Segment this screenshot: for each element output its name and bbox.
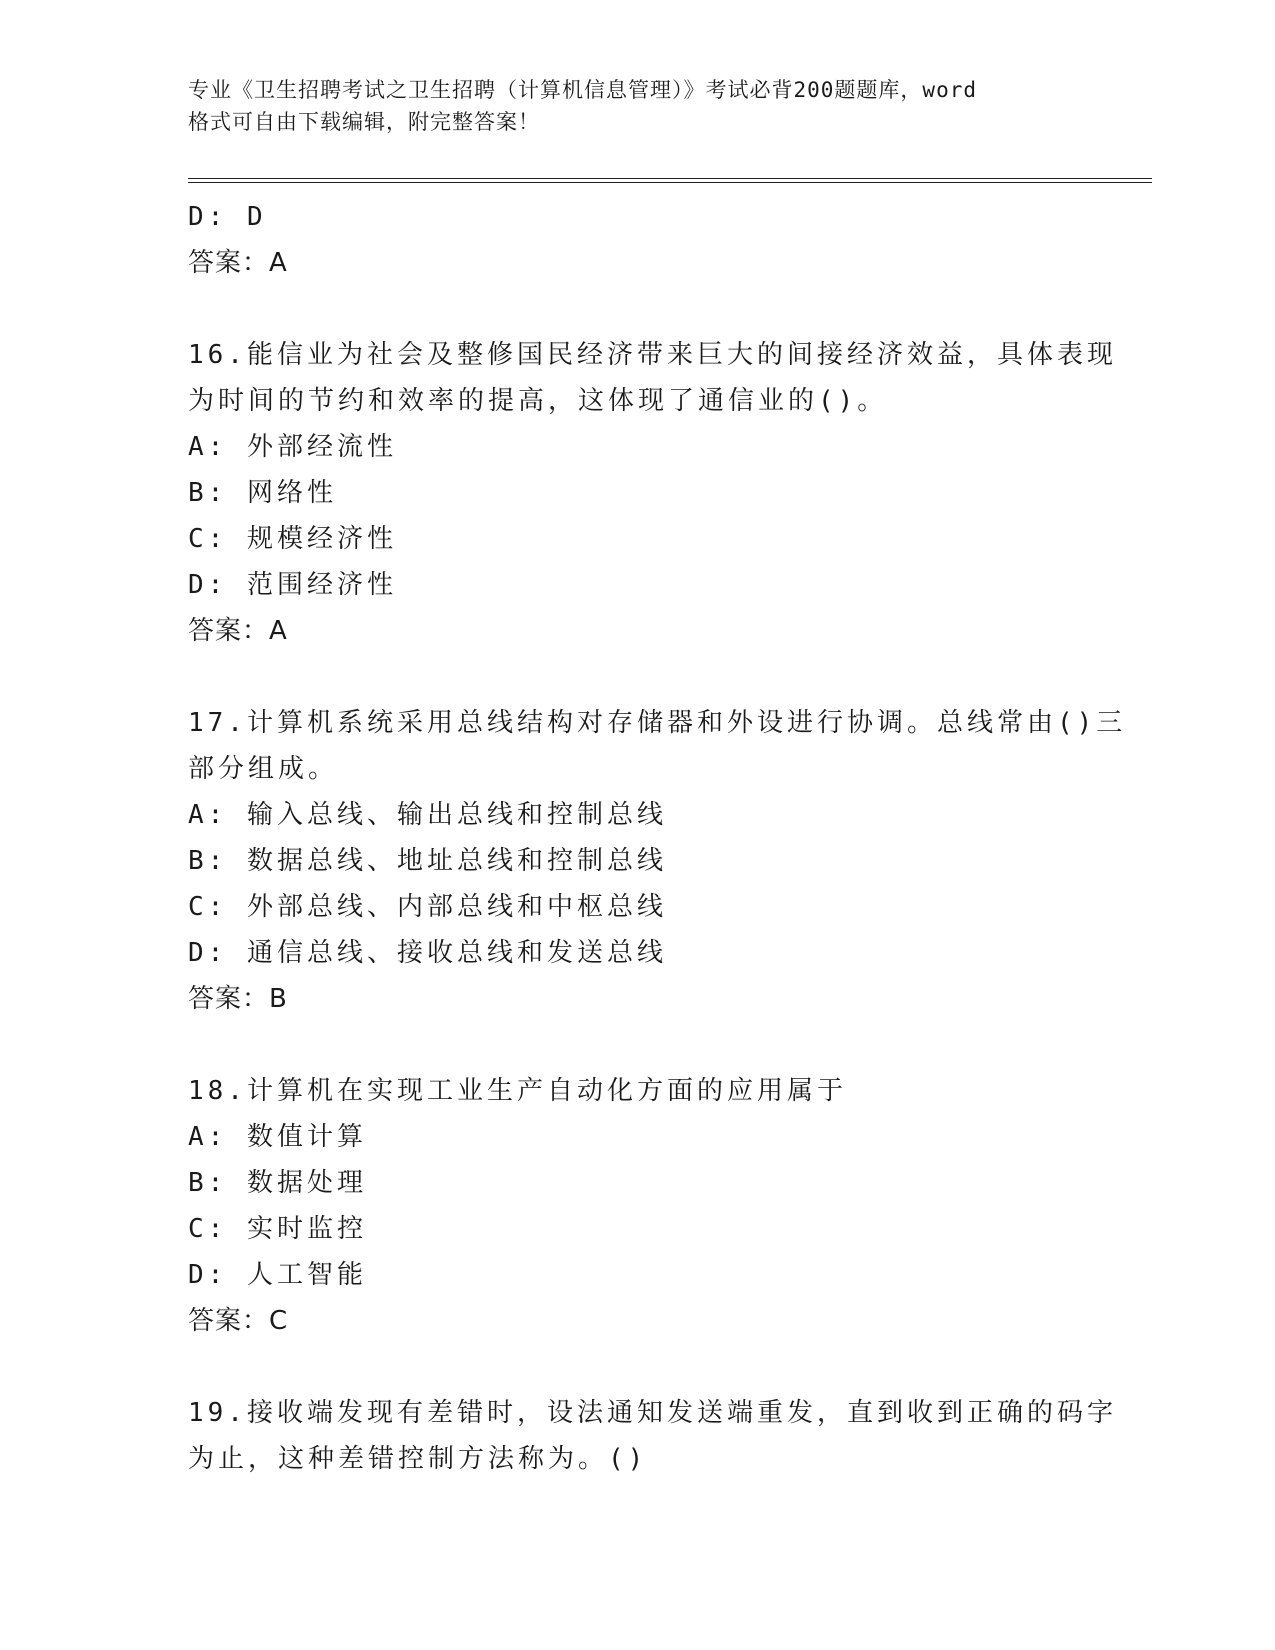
question-stem-line-1: 16.能信业为社会及整修国民经济带来巨大的间接经济效益，具体表现 — [188, 340, 1117, 370]
header-title-line-2: 格式可自由下载编辑，附完整答案！ — [188, 110, 540, 134]
previous-question-tail — [188, 194, 1088, 286]
option-c: C: 规模经济性 — [188, 524, 397, 554]
option-c: C: 实时监控 — [188, 1214, 367, 1244]
question-stem-line-1: 17.计算机系统采用总线结构对存储器和外设进行协调。总线常由()三 — [188, 708, 1127, 738]
option-b: B: 数据处理 — [188, 1168, 367, 1198]
header-title-line-1: 专业《卫生招聘考试之卫生招聘（计算机信息管理）》考试必背200题题库，word — [188, 78, 977, 102]
option-a: A: 输入总线、输出总线和控制总线 — [188, 800, 667, 830]
answer-label: 答案：C — [188, 1306, 289, 1336]
question-19 — [188, 1390, 1117, 1482]
option-d: D: D — [188, 202, 267, 232]
option-b: B: 数据总线、地址总线和控制总线 — [188, 846, 667, 876]
question-stem-line-1: 18.计算机在实现工业生产自动化方面的应用属于 — [188, 1076, 847, 1106]
answer-label: 答案：A — [188, 616, 288, 646]
answer-label: 答案：A — [188, 248, 288, 278]
answer-label: 答案：B — [188, 984, 288, 1014]
question-stem-line-2: 为止，这种差错控制方法称为。() — [188, 1444, 648, 1474]
option-d: D: 通信总线、接收总线和发送总线 — [188, 938, 667, 968]
option-b: B: 网络性 — [188, 478, 337, 508]
option-c: C: 外部总线、内部总线和中枢总线 — [188, 892, 667, 922]
question-stem-line-2: 为时间的节约和效率的提高，这体现了通信业的()。 — [188, 386, 888, 416]
option-d: D: 人工智能 — [188, 1260, 367, 1290]
question-18 — [188, 1068, 1088, 1344]
question-stem-line-2: 部分组成。 — [188, 754, 339, 784]
option-a: A: 外部经流性 — [188, 432, 397, 462]
page-header — [188, 74, 1088, 138]
question-stem-line-1: 19.接收端发现有差错时，设法通知发送端重发，直到收到正确的码字 — [188, 1398, 1117, 1428]
option-a: A: 数值计算 — [188, 1122, 367, 1152]
header-divider — [188, 178, 1152, 183]
question-17 — [188, 700, 1127, 1022]
question-list — [188, 194, 1127, 1482]
question-16 — [188, 332, 1117, 654]
option-d: D: 范围经济性 — [188, 570, 397, 600]
